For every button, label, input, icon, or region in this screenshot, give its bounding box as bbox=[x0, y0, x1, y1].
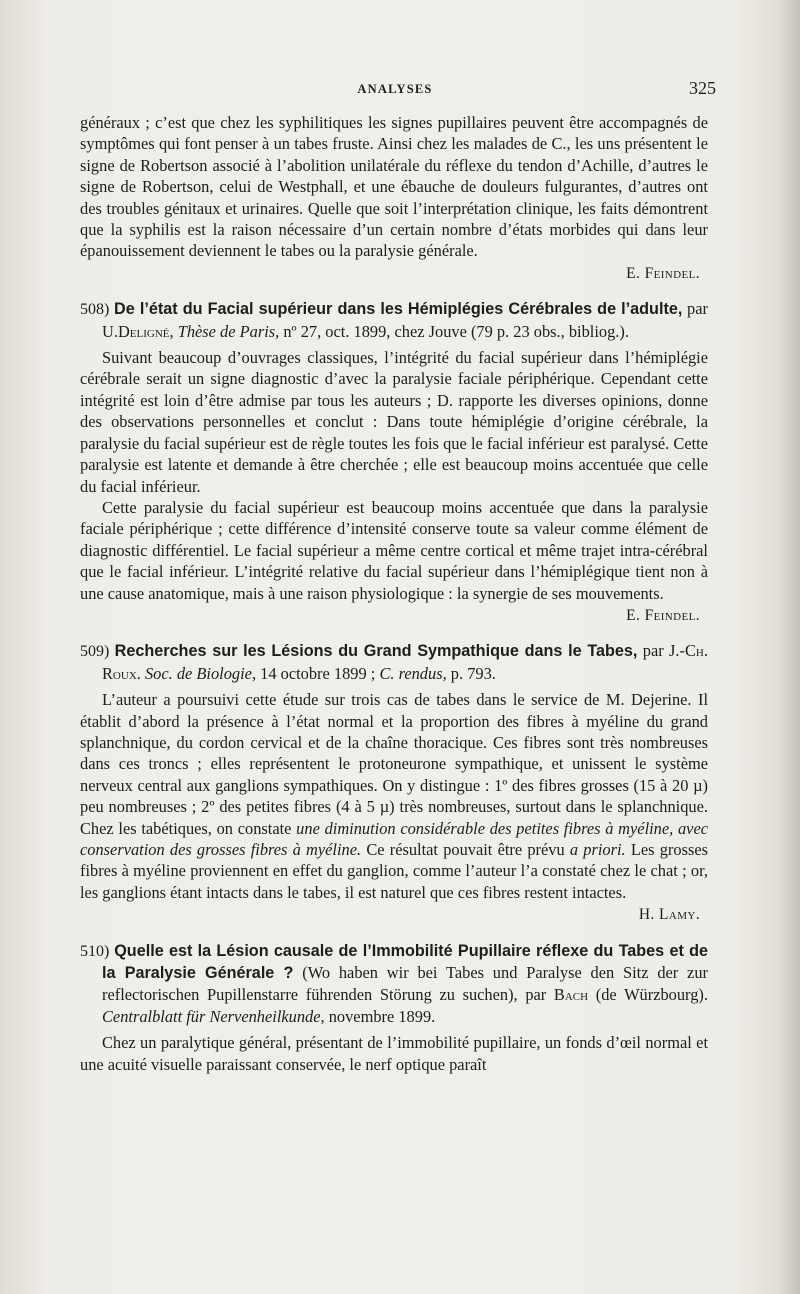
entry-509-a-priori: a priori. bbox=[569, 840, 626, 859]
page-header bbox=[80, 78, 716, 102]
entry-509-title: Recherches sur les Lésions du Grand Sympathique dans le Tabes, bbox=[114, 642, 638, 661]
entry-509-par: par J.- bbox=[642, 641, 685, 661]
entry-509-signature-name: Lamy. bbox=[658, 906, 700, 924]
entry-509-signature bbox=[80, 904, 708, 925]
lead-paragraph: généraux ; c’est que chez les syphilitiques les signes pupillaires peuvent être accompagnés de symptômes qui font penser à un tabes fruste. Ainsi chez les malades de C., les uns présentent le signe de Robertson associé à l’abolition unilatérale du réflexe du tendon d’Achille, d’autres le signe de Robertson, celui de Westphall, et une ébauche de douleurs fulgurantes, d’autres ont des troubles génitaux et urinaires. Quelle que soit l’interprétation clinique, les faits démontrent que la syphilis est la raison nécessaire d’un certain nombre d’états morbides qui dans leur épanouissement deviennent le tabes ou la paralysie générale. bbox=[80, 113, 708, 261]
page-body bbox=[80, 112, 708, 1075]
entry-508-signature-initial: E. bbox=[626, 606, 641, 624]
entry-509-details-a: 14 octobre 1899 ; bbox=[260, 663, 376, 683]
lead-signature bbox=[80, 263, 708, 284]
entry-510-paragraph: Chez un paralytique général, présentant de l’immobilité pupillaire, un fonds d’œil normal et une acuité visuelle paraissant conservée, le nerf optique paraît bbox=[80, 1033, 708, 1074]
entry-508-par: par U. bbox=[102, 299, 708, 341]
entry-510-details: novembre 1899. bbox=[328, 1006, 436, 1026]
lead-signature-initial: E. bbox=[626, 264, 641, 282]
entry-508-signature-name: Feindel. bbox=[644, 606, 700, 624]
entry-509-details-b: p. 793. bbox=[450, 663, 496, 683]
entry-509-text-a: L’auteur a poursuivi cette étude sur trois cas de tabes dans le service de M. Dejerine. Il établit d’abord la présence à l’état normal et la proportion des fibres à myéline du grand splanchnique, du cordon cervical et de la chaîne thoracique. Ces fibres sont très nombreuses dans ces troncs ; elles représentent le protoneurone sympathique, et unissent le système nerveux central aux ganglions sympathiques. On y distingue : 1º des fibres grosses (15 à 20 µ) peu nombreuses ; 2º des petites fibres (4 à 5 µ) très nombreuses, surtout dans le splanchnique. Chez les tabétiques, on constate bbox=[80, 690, 708, 838]
entry-509-source: Soc. de Biologie, bbox=[144, 663, 257, 683]
entry-509-emphasis: une diminution considérable des petites fibres à myéline, avec conservation des grosses fibres à myéline. bbox=[80, 818, 708, 859]
entry-508-paragraph-1: Suivant beaucoup d’ouvrages classiques, l’intégrité du facial supérieur dans l’hémiplégie cérébrale serait un signe diagnostic d’avec la paralysie faciale périphérique. Cependant cette intégrité est loin d’être admise par tous les auteurs ; D. rapporte les diverses opinions, donne des observations personnelles et conclut : Dans toute hémiplégie d’origine cérébrale, la paralysie du facial supérieur est de règle toutes les fois que le facial inférieur est paralysé. Cette paralysie est latente et demande à être cherchée ; elle est beaucoup moins accentuée que celle du facial inférieur. bbox=[80, 348, 708, 496]
binding-shadow bbox=[778, 0, 800, 1294]
lead-signature-name: Feindel. bbox=[644, 264, 700, 282]
entry-509-signature-initial: H. bbox=[638, 906, 655, 924]
running-head: ANALYSES bbox=[357, 82, 433, 96]
entry-508-title: De l’état du Facial supérieur dans les Hémiplégies Cérébrales de l’adulte, bbox=[114, 300, 683, 319]
entry-509-author: Ch. Roux. bbox=[102, 641, 708, 683]
entry-508-number: 508) bbox=[80, 301, 110, 319]
entry-508-details: nº 27, oct. 1899, chez Jouve (79 p. 23 obs., bibliog.). bbox=[283, 321, 629, 341]
entry-510-author: Bach bbox=[553, 985, 589, 1005]
entry-509-heading bbox=[80, 640, 708, 684]
entry-510-heading bbox=[80, 940, 708, 1028]
entry-508-source: Thèse de Paris, bbox=[177, 321, 280, 341]
entry-509-paragraph bbox=[80, 689, 708, 903]
entry-510-title: Quelle est la Lésion causale de l’Immobilité Pupillaire réflexe du Tabes et de la Paralysie Générale ? bbox=[102, 941, 708, 983]
entry-510-number: 510) bbox=[80, 942, 110, 960]
entry-508-paragraph-2: Cette paralysie du facial supérieur est beaucoup moins accentuée que dans la paralysie faciale périphérique ; cette différence d’intensité conserve toute sa valeur comme élément de diagnostic différentiel. Le facial supérieur a même centre cortical et même trajet intra-cérébral que le facial inférieur. L’intégrité relative du facial supérieur dans l’hémiplégique tient non à une cause anatomique, mais à une raison physiologique : la synergie de ses mouvements. bbox=[80, 497, 708, 603]
entry-508-signature bbox=[80, 605, 708, 626]
entry-509-text-c: Les grosses fibres à myéline proviennent en effet du ganglion, comme l’auteur l’a constaté chez le chat ; or, les ganglions étant intacts dans le tabes, il est naturel que ces fibres restent intactes. bbox=[80, 840, 708, 902]
entry-510-source: Centralblatt für Nervenheilkunde, bbox=[102, 1006, 325, 1026]
entry-510-affiliation: (de Würzbourg). bbox=[595, 985, 708, 1005]
entry-509-number: 509) bbox=[80, 643, 110, 661]
entry-508-heading bbox=[80, 298, 708, 342]
entry-509-source-b: C. rendus, bbox=[379, 663, 447, 683]
page-number: 325 bbox=[689, 78, 716, 98]
entry-508-author: Deligné, bbox=[117, 321, 174, 341]
entry-509-text-b: Ce résultat pouvait être prévu bbox=[366, 840, 565, 859]
entry-510-german-title: (Wo haben wir bei Tabes und Paralyse den Sitz der zur reflectorischen Pupillenstarre führenden Störung zu suchen), par bbox=[102, 963, 708, 1005]
